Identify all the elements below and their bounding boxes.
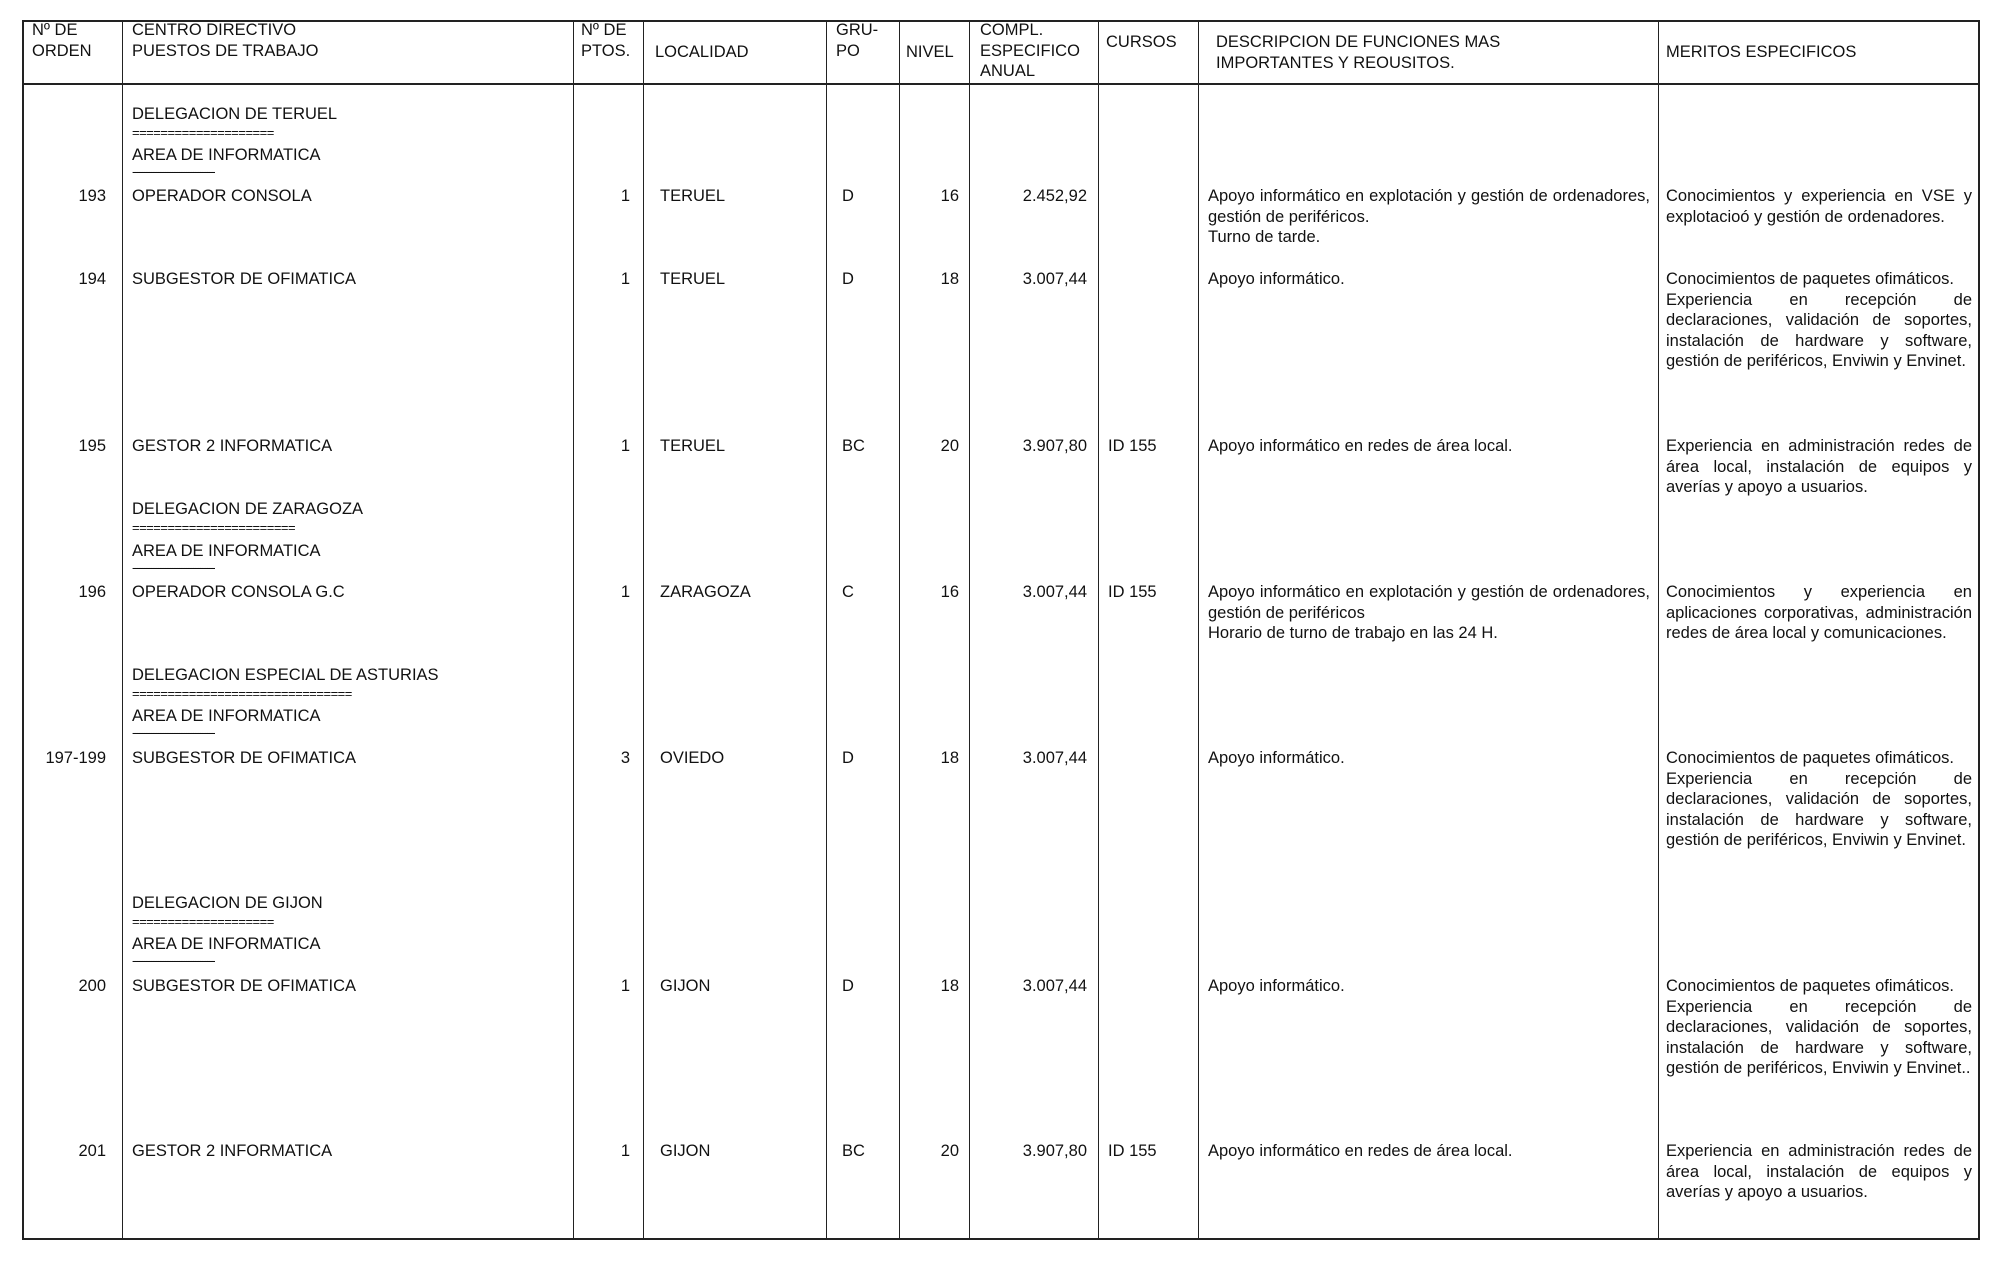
- column-divider: [122, 20, 123, 1240]
- section-underline: ====================: [132, 916, 274, 927]
- row-ptos: 1: [620, 977, 630, 995]
- header-localidad: LOCALIDAD: [655, 43, 749, 61]
- section-area: AREA DE INFORMATICA: [132, 146, 321, 164]
- row-grupo: D: [842, 749, 854, 767]
- row-meritos: Conocimientos de paquetes ofimáticos. Experiencia en recepción de declaraciones, validación de soportes, instalación de hardware y software, gestión de periféricos, Enviwin y Envinet..: [1666, 977, 1972, 1077]
- row-meritos: Conocimientos y experiencia en VSE y explotacioó y gestión de ordenadores.: [1666, 187, 1972, 226]
- row-puesto: OPERADOR CONSOLA: [132, 187, 312, 205]
- section-delegacion: DELEGACION DE TERUEL: [132, 105, 338, 123]
- row-nivel: 18: [940, 977, 959, 995]
- row-descripcion: Apoyo informático en explotación y gestión de ordenadores, gestión de periféricos Horario de turno de trabajo en las 24 H.: [1208, 583, 1650, 642]
- row-ptos: 1: [620, 187, 630, 205]
- row-orden: 196: [78, 583, 106, 601]
- row-grupo: D: [842, 187, 854, 205]
- header-centro-directivo: CENTRO DIRECTIVO PUESTOS DE TRABAJO: [132, 21, 319, 60]
- row-puesto: GESTOR 2 INFORMATICA: [132, 437, 333, 455]
- row-descripcion: Apoyo informático en redes de área local.: [1208, 1142, 1513, 1160]
- row-compl: 3.907,80: [1022, 437, 1087, 455]
- row-meritos: Conocimientos de paquetes ofimáticos. Experiencia en recepción de declaraciones, validación de soportes, instalación de hardware y software, gestión de periféricos, Enviwin y Envinet.: [1666, 749, 1972, 849]
- row-meritos: Conocimientos de paquetes ofimáticos. Experiencia en recepción de declaraciones, validación de soportes, instalación de hardware y software, gestión de periféricos, Enviwin y Envinet.: [1666, 270, 1972, 370]
- row-puesto: SUBGESTOR DE OFIMATICA: [132, 270, 356, 288]
- row-orden: 195: [78, 437, 106, 455]
- row-nivel: 18: [940, 270, 959, 288]
- section-underline: =======================: [132, 522, 296, 533]
- header-meritos: MERITOS ESPECIFICOS: [1666, 43, 1857, 61]
- column-divider: [573, 20, 574, 1240]
- row-nivel: 20: [940, 437, 959, 455]
- column-divider: [643, 20, 644, 1240]
- row-puesto: SUBGESTOR DE OFIMATICA: [132, 749, 356, 767]
- row-localidad: OVIEDO: [660, 749, 725, 767]
- section-delegacion: DELEGACION ESPECIAL DE ASTURIAS: [132, 666, 439, 684]
- section-delegacion: DELEGACION DE GIJON: [132, 894, 323, 912]
- row-compl: 3.007,44: [1022, 977, 1087, 995]
- section-area: AREA DE INFORMATICA: [132, 935, 321, 953]
- section-underline: -----------------------------------: [132, 166, 214, 177]
- row-localidad: GIJON: [660, 1142, 711, 1160]
- section-underline: -----------------------------------: [132, 955, 214, 966]
- section-delegacion: DELEGACION DE ZARAGOZA: [132, 500, 364, 518]
- row-cursos: ID 155: [1108, 583, 1157, 601]
- row-puesto: OPERADOR CONSOLA G.C: [132, 583, 345, 601]
- row-puesto: GESTOR 2 INFORMATICA: [132, 1142, 333, 1160]
- row-orden: 194: [78, 270, 106, 288]
- header-grupo: GRU- PO: [836, 21, 879, 60]
- row-descripcion: Apoyo informático en redes de área local.: [1208, 437, 1513, 455]
- row-cursos: ID 155: [1108, 1142, 1157, 1160]
- header-divider: [22, 83, 1980, 85]
- row-grupo: C: [842, 583, 854, 601]
- row-localidad: GIJON: [660, 977, 711, 995]
- row-nivel: 20: [940, 1142, 959, 1160]
- row-nivel: 16: [940, 187, 959, 205]
- row-cursos: ID 155: [1108, 437, 1157, 455]
- row-compl: 2.452,92: [1022, 187, 1087, 205]
- row-grupo: D: [842, 977, 854, 995]
- row-grupo: BC: [842, 1142, 865, 1160]
- section-underline: ===============================: [132, 688, 352, 699]
- column-divider: [969, 20, 970, 1240]
- header-nivel: NIVEL: [906, 43, 954, 61]
- row-nivel: 18: [940, 749, 959, 767]
- section-area: AREA DE INFORMATICA: [132, 707, 321, 725]
- row-descripcion: Apoyo informático en explotación y gestión de ordenadores, gestión de periféricos. Turno de tarde.: [1208, 187, 1650, 246]
- section-underline: -----------------------------------: [132, 562, 214, 573]
- row-descripcion: Apoyo informático.: [1208, 749, 1345, 767]
- row-localidad: ZARAGOZA: [660, 583, 751, 601]
- row-descripcion: Apoyo informático.: [1208, 270, 1345, 288]
- row-puesto: SUBGESTOR DE OFIMATICA: [132, 977, 356, 995]
- row-ptos: 1: [620, 437, 630, 455]
- row-compl: 3.007,44: [1022, 749, 1087, 767]
- header-orden: Nº DE ORDEN: [32, 21, 92, 60]
- row-compl: 3.007,44: [1022, 583, 1087, 601]
- row-grupo: BC: [842, 437, 865, 455]
- row-localidad: TERUEL: [660, 187, 726, 205]
- row-orden: 197-199: [45, 749, 106, 767]
- row-ptos: 1: [620, 1142, 630, 1160]
- section-underline: ====================: [132, 127, 274, 138]
- row-localidad: TERUEL: [660, 270, 726, 288]
- row-ptos: 1: [620, 270, 630, 288]
- row-grupo: D: [842, 270, 854, 288]
- row-nivel: 16: [940, 583, 959, 601]
- header-compl-especifico: COMPL. ESPECIFICO ANUAL: [980, 21, 1080, 80]
- row-compl: 3.007,44: [1022, 270, 1087, 288]
- row-meritos: Conocimientos y experiencia en aplicaciones corporativas, administración redes de área local y comunicaciones.: [1666, 583, 1972, 642]
- section-underline: -----------------------------------: [132, 727, 214, 738]
- header-cursos: CURSOS: [1106, 33, 1177, 51]
- column-divider: [1198, 20, 1199, 1240]
- column-divider: [1658, 20, 1659, 1240]
- header-ptos: Nº DE PTOS.: [581, 21, 631, 60]
- column-divider: [826, 20, 827, 1240]
- row-ptos: 3: [620, 749, 630, 767]
- row-compl: 3.907,80: [1022, 1142, 1087, 1160]
- row-descripcion: Apoyo informático.: [1208, 977, 1345, 995]
- row-localidad: TERUEL: [660, 437, 726, 455]
- row-meritos: Experiencia en administración redes de área local, instalación de equipos y averías y apoyo a usuarios.: [1666, 1142, 1972, 1201]
- column-divider: [1098, 20, 1099, 1240]
- section-area: AREA DE INFORMATICA: [132, 542, 321, 560]
- column-divider: [899, 20, 900, 1240]
- row-orden: 201: [78, 1142, 106, 1160]
- header-descripcion: DESCRIPCION DE FUNCIONES MAS IMPORTANTES Y REOUSITOS.: [1216, 33, 1501, 72]
- row-meritos: Experiencia en administración redes de área local, instalación de equipos y averías y apoyo a usuarios.: [1666, 437, 1972, 496]
- row-orden: 193: [78, 187, 106, 205]
- row-orden: 200: [78, 977, 106, 995]
- row-ptos: 1: [620, 583, 630, 601]
